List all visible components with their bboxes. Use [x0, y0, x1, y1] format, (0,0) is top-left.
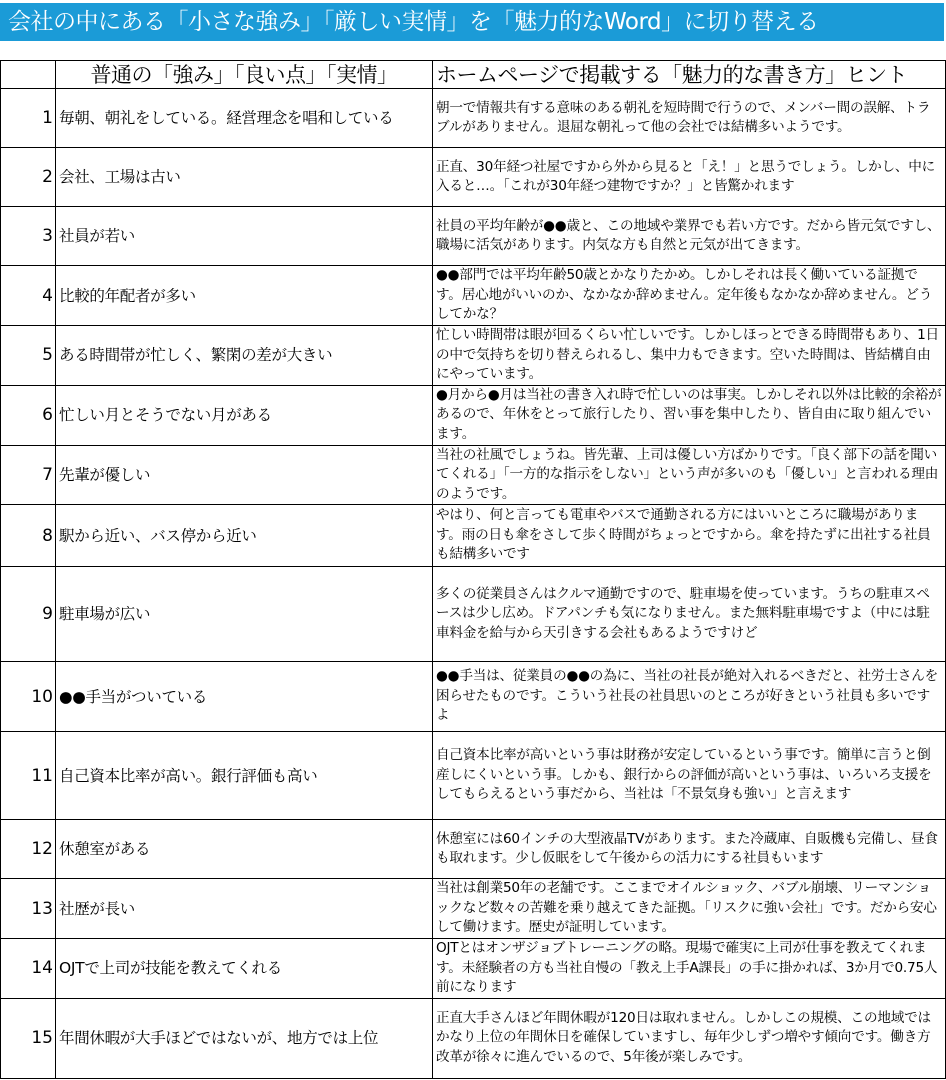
- row-strength: 社歴が長い: [56, 879, 433, 939]
- table-row: [1, 89, 946, 148]
- row-strength: 駐車場が広い: [56, 567, 433, 662]
- table-row: [1, 207, 946, 266]
- row-number: 6: [1, 385, 56, 445]
- table-row: [1, 732, 946, 820]
- table-row: [1, 820, 946, 879]
- row-hint: 当社は創業50年の老舗です。ここまでオイルショック、バブル崩壊、リーマンショックなど数々の苦難を乗り越えてきた証拠。「リスクに強い会社」です。だから安心して働けます。歴史が証明しています。: [433, 879, 946, 939]
- row-hint: 当社の社風でしょうね。皆先輩、上司は優しい方ばかりです。「良く部下の話を聞いてくれる」「一方的な指示をしない」という声が多いのも「優しい」と言われる理由のようです。: [433, 445, 946, 505]
- header-ordinary-strengths: 普通の「強み」「良い点」「実情」: [56, 61, 433, 89]
- table-row: [1, 266, 946, 326]
- table-row: [1, 148, 946, 207]
- row-hint: 多くの従業員さんはクルマ通勤ですので、駐車場を使っています。うちの駐車スペースは少し広め。ドアパンチも気になりません。また無料駐車場ですよ（中には駐車料金を給与から天引きする会社もあるようですけど: [433, 567, 946, 662]
- row-strength: 毎朝、朝礼をしている。経営理念を唱和している: [56, 89, 433, 148]
- row-strength: 休憩室がある: [56, 820, 433, 879]
- row-hint: OJTとはオンザジョブトレーニングの略。現場で確実に上司が仕事を教えてくれます。未経験者の方も当社自慢の「教え上手A課長」の手に掛かれば、3か月で0.75人前になります: [433, 939, 946, 999]
- row-strength: 年間休暇が大手ほどではないが、地方では上位: [56, 998, 433, 1078]
- row-number: 13: [1, 879, 56, 939]
- row-hint: 正直大手さんほど年間休暇が120日は取れません。しかしこの規模、この地域ではかなり上位の年間休日を確保していますし、毎年少しずつ増やす傾向です。働き方改革が徐々に進んでいるので、5年後が楽しみです。: [433, 998, 946, 1078]
- row-strength: 先輩が優しい: [56, 445, 433, 505]
- row-strength: 会社、工場は古い: [56, 148, 433, 207]
- row-number: 14: [1, 939, 56, 999]
- table-row: [1, 385, 946, 445]
- row-strength: ある時間帯が忙しく、繁閑の差が大きい: [56, 326, 433, 386]
- row-strength: 比較的年配者が多い: [56, 266, 433, 326]
- row-strength: 駅から近い、バス停から近い: [56, 505, 433, 567]
- table-row: [1, 879, 946, 939]
- row-number: 10: [1, 662, 56, 732]
- row-number: 4: [1, 266, 56, 326]
- table-row: [1, 567, 946, 662]
- table-row: [1, 998, 946, 1078]
- row-hint: やはり、何と言っても電車やバスで通勤される方にはいいところに職場があります。雨の日も傘をさして歩く時間がちょっとですから。傘を持たずに出社する社員も結構多いです: [433, 505, 946, 567]
- row-hint: ●●手当は、従業員の●●の為に、当社の社長が絶対入れるべきだと、社労士さんを困らせたものです。こういう社長の社員思いのところが好きという社員も多いですよ: [433, 662, 946, 732]
- row-strength: 忙しい月とそうでない月がある: [56, 385, 433, 445]
- table-header-row: [1, 61, 946, 89]
- row-number: 15: [1, 998, 56, 1078]
- row-number: 9: [1, 567, 56, 662]
- header-number: [1, 61, 56, 89]
- row-number: 7: [1, 445, 56, 505]
- row-number: 12: [1, 820, 56, 879]
- table-row: [1, 939, 946, 999]
- row-number: 2: [1, 148, 56, 207]
- table-row: [1, 505, 946, 567]
- row-hint: ●●部門では平均年齢50歳とかなりたかめ。しかしそれは長く働いている証拠です。居心地がいいのか、なかなか辞めません。定年後もなかなか辞めません。どうしてかな？: [433, 266, 946, 326]
- row-hint: 忙しい時間帯は眼が回るくらい忙しいです。しかしほっとできる時間帯もあり、1日の中で気持ちを切り替えられるし、集中力もできます。空いた時間は、皆結構自由にやっています。: [433, 326, 946, 386]
- row-number: 11: [1, 732, 56, 820]
- table-row: [1, 326, 946, 386]
- row-strength: OJTで上司が技能を教えてくれる: [56, 939, 433, 999]
- row-strength: 自己資本比率が高い。銀行評価も高い: [56, 732, 433, 820]
- row-hint: ●月から●月は当社の書き入れ時で忙しいのは事実。しかしそれ以外は比較的余裕があるので、年休をとって旅行したり、習い事を集中したり、皆自由に取り組んでいます。: [433, 385, 946, 445]
- page-title: 会社の中にある「小さな強み」「厳しい実情」を「魅力的なWord」に切り替える: [0, 3, 944, 41]
- row-number: 3: [1, 207, 56, 266]
- row-number: 8: [1, 505, 56, 567]
- row-hint: 休憩室には60インチの大型液晶TVがあります。また冷蔵庫、自販機も完備し、昼食も取れます。少し仮眠をして午後からの活力にする社員もいます: [433, 820, 946, 879]
- strengths-table: [0, 60, 946, 1079]
- table-row: [1, 445, 946, 505]
- table-row: [1, 662, 946, 732]
- row-strength: ●●手当がついている: [56, 662, 433, 732]
- row-hint: 自己資本比率が高いという事は財務が安定しているという事です。簡単に言うと倒産しにくいという事。しかも、銀行からの評価が高いという事は、いろいろ支援をしてもらえるという事だから、当社は「不景気身も強い」と言えます: [433, 732, 946, 820]
- row-hint: 朝一で情報共有する意味のある朝礼を短時間で行うので、メンバー間の誤解、トラブルがありません。退屈な朝礼って他の会社では結構多いようです。: [433, 89, 946, 148]
- row-number: 5: [1, 326, 56, 386]
- row-hint: 正直、30年経つ社屋ですから外から見ると「え！」と思うでしょう。しかし、中に入ると…。「これが30年経つ建物ですか？」と皆驚かれます: [433, 148, 946, 207]
- row-strength: 社員が若い: [56, 207, 433, 266]
- row-hint: 社員の平均年齢が●●歳と、この地域や業界でも若い方です。だから皆元気ですし、職場に活気があります。内気な方も自然と元気が出てきます。: [433, 207, 946, 266]
- header-attractive-writing-hint: ホームページで掲載する「魅力的な書き方」ヒント: [433, 61, 946, 89]
- row-number: 1: [1, 89, 56, 148]
